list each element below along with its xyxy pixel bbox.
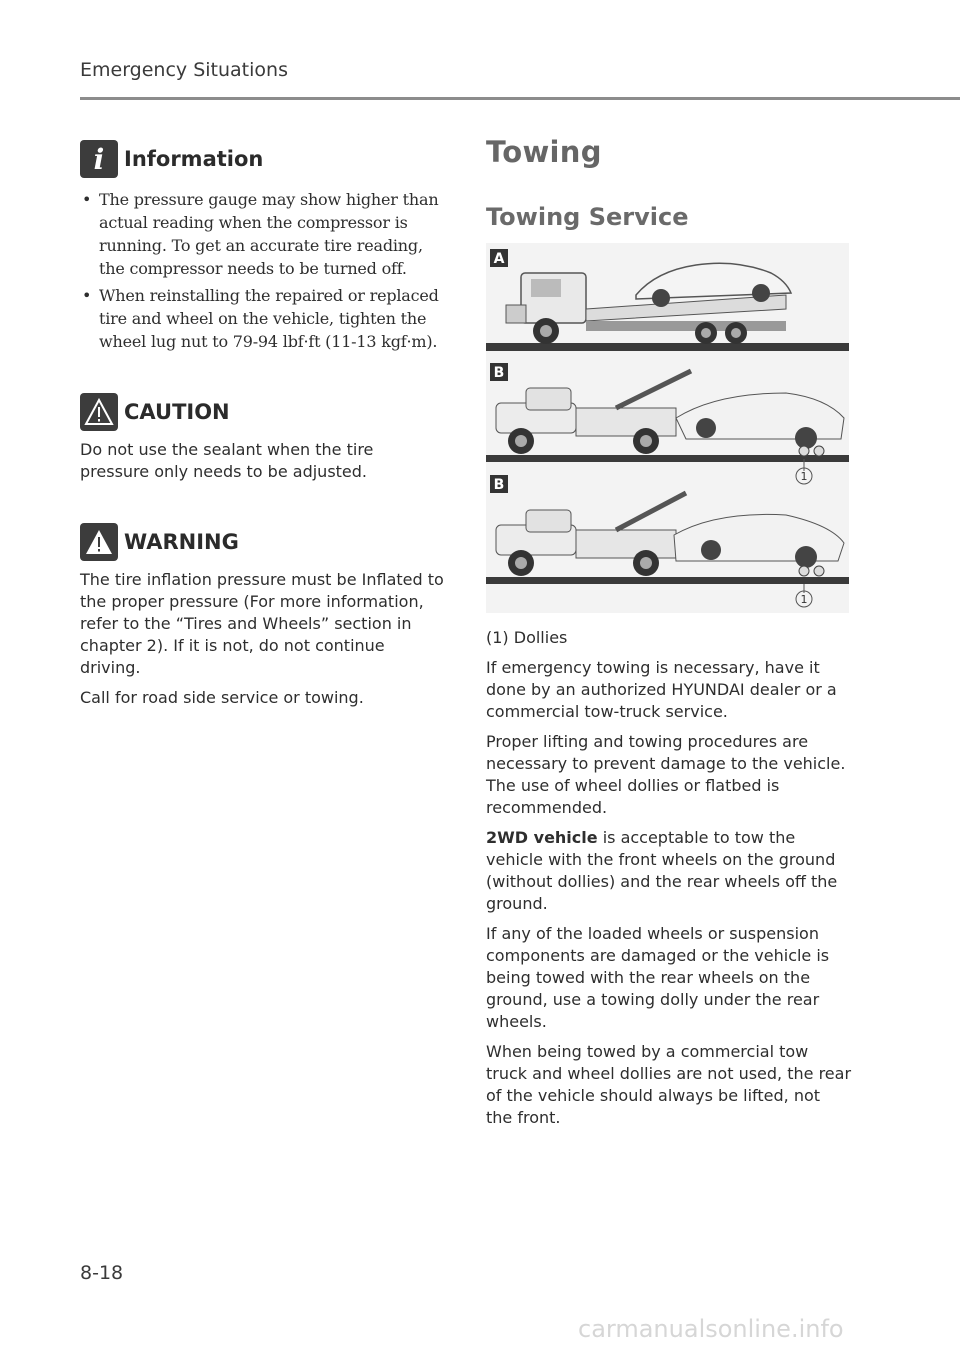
paragraph: Proper lifting and towing procedures are necessary to prevent damage to the vehicle. The use of wheel dollies or flatbed is recommended. [486,732,846,817]
list-item: • The pressure gauge may show higher than actual reading when the compressor is running. To get an accurate tire reading, the compressor needs to be turned off. [82,190,439,278]
paragraph: If any of the loaded wheels or suspension components are damaged or the vehicle is being towed with the rear wheels on the ground, use a towing dolly under the rear wheels. [486,924,830,1031]
flatbed-truck-figure [486,249,849,351]
caution-heading [80,393,445,431]
bold-term: 2WD vehicle [486,828,598,847]
wheel-lift-truck-figure-1 [486,363,849,484]
warning-notice [80,523,445,709]
watermark: carmanualsonline.info [578,1315,844,1343]
left-column [80,140,445,709]
info-icon: i [80,140,118,178]
warning-title: WARNING [124,530,239,554]
right-column [486,135,851,1129]
paragraph: 2WD vehicle is acceptable to tow the vehicle with the front wheels on the ground (without dollies) and the rear wheels off the ground. [486,828,838,913]
information-title: Information [124,147,264,171]
information-list [80,188,445,353]
panel-label-b1: B [493,365,505,381]
information-notice [80,140,445,353]
callout-1a: 1 [800,470,808,483]
section-title: Towing [486,135,602,169]
list-item: • When reinstalling the repaired or replaced tire and wheel on the vehicle, tighten the wheel lug nut to 79-94 lbf·ft (11-13 kgf·m). [82,286,439,351]
information-heading [80,140,445,178]
page-number: 8-18 [80,1262,124,1284]
caution-text: Do not use the sealant when the tire pressure only needs to be adjusted. [80,440,374,481]
paragraph: When being towed by a commercial tow truck and wheel dollies are not used, the rear of the vehicle should always be lifted, not the front. [486,1042,852,1127]
header-divider [80,97,960,100]
caution-title: CAUTION [124,400,230,424]
panel-label-a: A [493,251,505,267]
panel-label-b2: B [493,477,505,493]
towing-illustration [486,243,849,613]
warning-text: The tire inflation pressure must be Inflated to the proper pressure (For more information, refer to the “Tires and Wheels” section in chapter 2). If it is not, do not continue driving. [80,570,444,677]
caution-notice [80,393,445,483]
caution-triangle-icon [80,393,118,431]
callout-1b: 1 [800,593,808,606]
warning-triangle-icon [80,523,118,561]
figure-caption: (1) Dollies [486,628,568,647]
warning-heading [80,523,445,561]
warning-advice: Call for road side service or towing. [80,688,364,707]
paragraph: If emergency towing is necessary, have it done by an authorized HYUNDAI dealer or a commercial tow-truck service. [486,658,837,721]
running-header: Emergency Situations [80,59,288,81]
wheel-lift-truck-figure-2 [486,475,849,607]
subsection-title: Towing Service [486,203,689,231]
